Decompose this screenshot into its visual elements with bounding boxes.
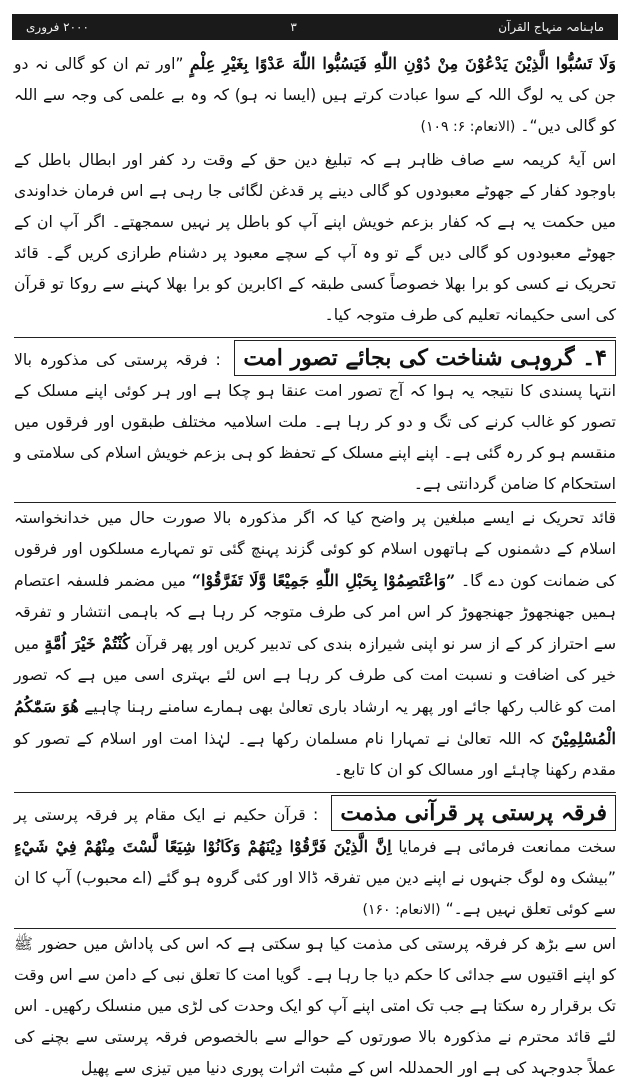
- divided-reference: (الانعام: ۱۶۰): [362, 902, 441, 918]
- paragraph-explanation: اس آیۂ کریمہ سے صاف ظاہر ہے کہ تبلیغ دین حق کے وقت رد کفر اور ابطال باطل کے باوجود کفار کے جھوٹے معبودوں کو گالی دینے پر قدغن لگائی جا رہی ہے اس فرمان خداوندی میں حکمت یہ ہے کہ کفار بزعم خویش اپنے آپ کو باطل پر نہیں سمجھتے۔ اگر آپ ان کے جھوٹے معبودوں کو گالی دیں گے تو وہ آپ کے سچے معبود پر دشنام طرازی کریں گے۔ قائد تحریک نے کسی کو برا بھلا خصوصاً کسی طبقہ کے اکابرین کو برا بھلا کہنے سے روکا تو قرآن کی اسی حکیمانہ تعلیم کی طرف متوجہ کیا۔: [14, 151, 616, 324]
- section-ummah-text: : فرقہ پرستی کی مذکورہ بالا انتہا پسندی کا نتیجہ یہ ہوا کہ آج تصور امت عنقا ہو چکا ہے اور ہر کوئی اپنے مسلک کے تصور کو غالب کرنے کی تگ و دو کر رہا ہے۔ ملت اسلامیہ مختلف طبقوں اور فرقوں میں منقسم ہو کر رہ گئی ہے۔ اپنے اپنے مسلک کے تحفظ کو ہی بزعم خویش اسلام کی سلامتی و استحکام کا ضامن گردانتی ہے۔: [14, 351, 616, 493]
- arabic-verse-divided: اِنَّ الَّذِيْنَ فَرَّقُوْا دِيْنَهُمْ وَكَانُوْا شِيَعًا لَّسْتَ مِنْهُمْ فِيْ شَيْءٍ: [14, 837, 392, 856]
- section-ummah: [14, 337, 616, 503]
- page-number: ۳: [290, 20, 297, 34]
- article-body: [14, 48, 617, 1077]
- section-heading-ummah: ۴۔ گروہی شناخت کی بجائے تصور امت: [234, 340, 616, 376]
- unity-text-start: قائد تحریک نے ایسے مبلغین پر واضح کیا کہ اگر مذکورہ بالا صورت حال میں خدانخواستہ اسلام کے دشمنوں کے ہاتھوں اسلام کو کوئی گزند پہنچ گئی تو تمہارے مسلکوں اور فرقوں کی ضمانت کون دے گا۔: [14, 509, 616, 590]
- paragraph-quran-verse: [14, 48, 616, 143]
- arabic-verse-hold-fast: ”وَاعْتَصِمُوْا بِحَبْلِ اللّٰهِ جَمِيْعًا وَّلَا تَفَرَّقُوْا“: [191, 571, 456, 590]
- unity-text-mid2: میں خیر کی اضافت و نسبت امت کی طرف کر رہا ہے اس لئے بہتری اسی میں ہے کہ تصور امت کو غالب رکھا جائے اور پھر یہ ارشاد باری تعالیٰ بھی ہمارے سامنے رہنا چاہیے: [14, 635, 616, 716]
- verse-reference: (الانعام: ۶: ۱۰۹): [420, 119, 516, 135]
- sectarianism-intro: : قرآن حکیم نے ایک مقام پر فرقہ پرستی پر سخت ممانعت فرمائی ہے فرمایا: [14, 806, 617, 856]
- arabic-verse-best-ummah: كُنْتُمْ خَيْرَ اُمَّةٍ: [44, 634, 130, 653]
- paragraph-unity: [14, 503, 616, 786]
- section-sectarianism: [14, 792, 616, 929]
- arabic-verse: وَلَا تَسُبُّوا الَّذِيْنَ يَدْعُوْنَ مِنْ دُوْنِ اللّٰهِ فَيَسُبُّوا اللّٰهَ عَدْوًا بِغَيْرِ عِلْمٍ: [189, 54, 616, 73]
- arabic-verse-named-muslims: هُوَ سَمّٰكُمُ الْمُسْلِمِيْنَ: [14, 697, 616, 748]
- section-heading-sectarianism: فرقہ پرستی پر قرآنی مذمت: [331, 795, 616, 831]
- divided-translation: ”بیشک وہ لوگ جنہوں نے اپنے دین میں تفرقہ ڈالا اور کئی گروہ ہو گئے (اے محبوب) آپ کا ان سے کوئی تعلق نہیں ہے۔“: [14, 869, 616, 918]
- magazine-title: ماہنامہ منہاج القرآن: [498, 20, 604, 34]
- issue-date: ۲۰۰۰ فروری: [26, 20, 89, 34]
- paragraph-conclusion: اس سے بڑھ کر فرقہ پرستی کی مذمت کیا ہو سکتی ہے کہ اس کی پاداش میں حضور ﷺ کو اپنے اقتیوں سے جدائی کا حکم دیا جا رہا ہے۔ گویا امت کا تعلق نبی کے دامن سے اس وقت تک برقرار رہ سکتا ہے جب تک امتی اپنے آپ کو ایک وحدت کی لڑی میں منسلک رکھیں۔ اس لئے قائد محترم نے مذکورہ بالا صورتوں کے حوالے سے بالخصوص فرقہ پرستی سے بچنے کی عملاً جدوجہد کی ہے اور الحمدللہ اس کے مثبت اثرات پوری دنیا میں تیزی سے پھیل: [14, 935, 616, 1077]
- page-header-bar: [12, 14, 618, 40]
- unity-text-end: کہ اللہ تعالیٰ نے تمہارا نام مسلمان رکھا ہے۔ لہٰذا امت اور اسلام کے تصور کو مقدم رکھنا چاہئے اور مسالک کو ان کا تابع۔: [14, 730, 616, 779]
- verse-translation: ”اور تم ان کو گالی نہ دو جن کی یہ لوگ اللہ کے سوا عبادت کرتے ہیں (ایسا نہ ہو) کہ وہ بے علمی کی وجہ سے اللہ کو گالی دیں“۔: [14, 55, 616, 135]
- unity-text-mid: میں مضمر فلسفہ اعتصام ہمیں جھنجھوڑ جھنجھوڑ کر اس امر کی طرف متوجہ کر رہا ہے کہ باہمی انتشار و تفرقہ سے احتراز کر کے از سر نو اپنی شیرازہ بندی کی تدبیر کریں اور پھر قرآن: [14, 572, 617, 653]
